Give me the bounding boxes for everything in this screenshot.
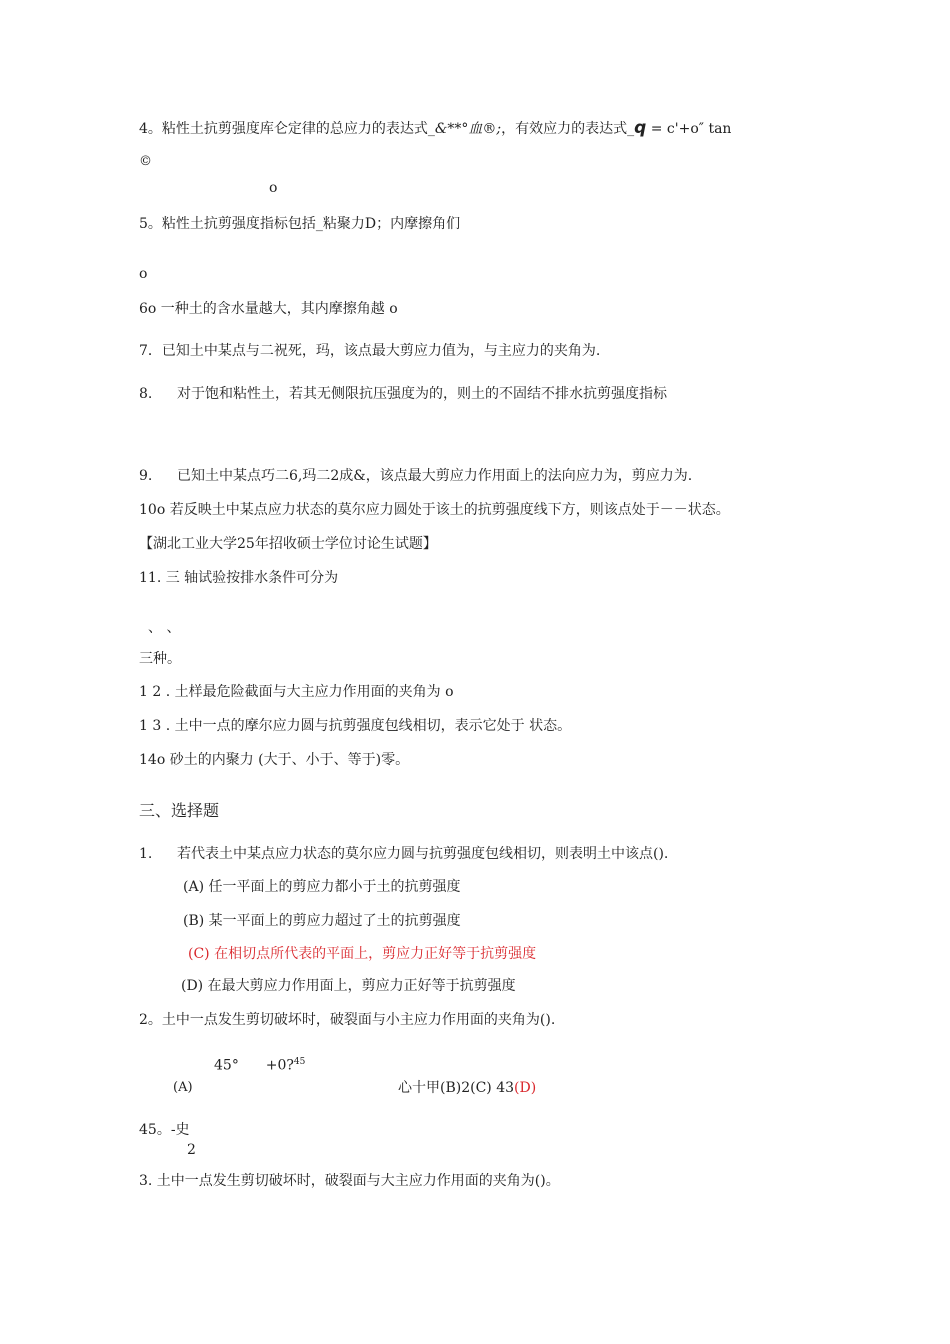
section-3-title: 三、选择题 <box>139 801 220 820</box>
choice-2-frac-top-a: 45° <box>214 1057 239 1074</box>
question-4-formula: = c'+o″ tan <box>646 121 732 137</box>
question-13: 1 3 . 土中一点的摩尔应力圆与抗剪强度包线相切，表示它处于 状态。 <box>139 718 572 734</box>
question-8-text: 对于饱和粘性土，若其无侧限抗压强度为的，则土的不固结不排水抗剪强度指标 <box>177 386 667 402</box>
question-4 <box>139 118 731 138</box>
question-9-text: 已知土中某点巧二6,玛二2成&，该点最大剪应力作用面上的法向应力为，剪应力为. <box>177 468 693 484</box>
question-4-q-symbol: q <box>634 118 647 138</box>
question-4-o: o <box>269 180 278 196</box>
choice-1-stem: 若代表土中某点应力状态的莫尔应力圆与抗剪强度包线相切，则表明土中该点(). <box>177 846 669 862</box>
choice-2-frac-top-sup: 45 <box>293 1057 306 1067</box>
question-4-text-a: 粘性土抗剪强度库仑定律的总应力的表达式_ <box>161 121 435 137</box>
choice-2-tail: 45。-史 <box>139 1122 190 1138</box>
question-7: 7．已知土中某点与二祝死，玛，该点最大剪应力值为，与主应力的夹角为. <box>139 343 601 359</box>
question-5-o: o <box>139 266 148 282</box>
question-6: 6o 一种土的含水量越大，其内摩擦角越 o <box>139 301 398 317</box>
choice-2-options-mid <box>398 1080 536 1097</box>
choice-2-option-d-answer: (D) <box>514 1080 537 1096</box>
question-4-copyright: © <box>139 154 152 169</box>
question-4-garbled: &**°血®; <box>434 121 502 137</box>
question-4-text-b: ，有效应力的表达式_ <box>501 121 635 137</box>
question-11: 11. 三 轴试验按排水条件可分为 <box>139 570 339 586</box>
choice-2-option-a: (A) <box>173 1080 193 1095</box>
question-8-number: 8. <box>139 386 153 402</box>
question-11-end: 三种。 <box>139 651 181 667</box>
choice-2-mid-text: 心十甲(B)2(C) 43 <box>398 1080 515 1096</box>
question-5: 5。粘性土抗剪强度指标包括_粘聚力D；内摩擦角们 <box>139 216 461 232</box>
choice-2-frac-top-b: +0? <box>265 1057 294 1074</box>
question-9-number: 9. <box>139 468 153 484</box>
question-11-commas: 、 、 <box>148 620 181 636</box>
choice-1-number: 1. <box>139 846 153 862</box>
question-4-number: 4。 <box>139 121 162 137</box>
choice-1-option-a: (A) 任一平面上的剪应力都小于土的抗剪强度 <box>183 879 461 895</box>
choice-1-option-d: (D) 在最大剪应力作用面上，剪应力正好等于抗剪强度 <box>181 978 516 994</box>
choice-2-fraction-top <box>214 1057 305 1074</box>
question-10: 10o 若反映土中某点应力状态的莫尔应力圆处于该土的抗剪强度线下方，则该点处于－－状态。 <box>139 502 730 518</box>
source-note: 【湖北工业大学25年招收硕士学位讨论生试题】 <box>139 536 437 552</box>
question-12: 1 2 . 土样最危险截面与大主应力作用面的夹角为 o <box>139 684 454 700</box>
choice-3-stem: 3. 土中一点发生剪切破坏时，破裂面与大主应力作用面的夹角为()。 <box>139 1173 560 1189</box>
choice-1-option-c-answer: (C) 在相切点所代表的平面上，剪应力正好等于抗剪强度 <box>188 946 537 962</box>
choice-2-tail-denominator: 2 <box>187 1142 196 1158</box>
choice-1-option-b: (B) 某一平面上的剪应力超过了土的抗剪强度 <box>183 913 461 929</box>
choice-2-stem: 2。土中一点发生剪切破坏时，破裂面与小主应力作用面的夹角为(). <box>139 1012 556 1028</box>
question-14: 14o 砂土的内聚力 (大于、小于、等于)零。 <box>139 752 410 768</box>
